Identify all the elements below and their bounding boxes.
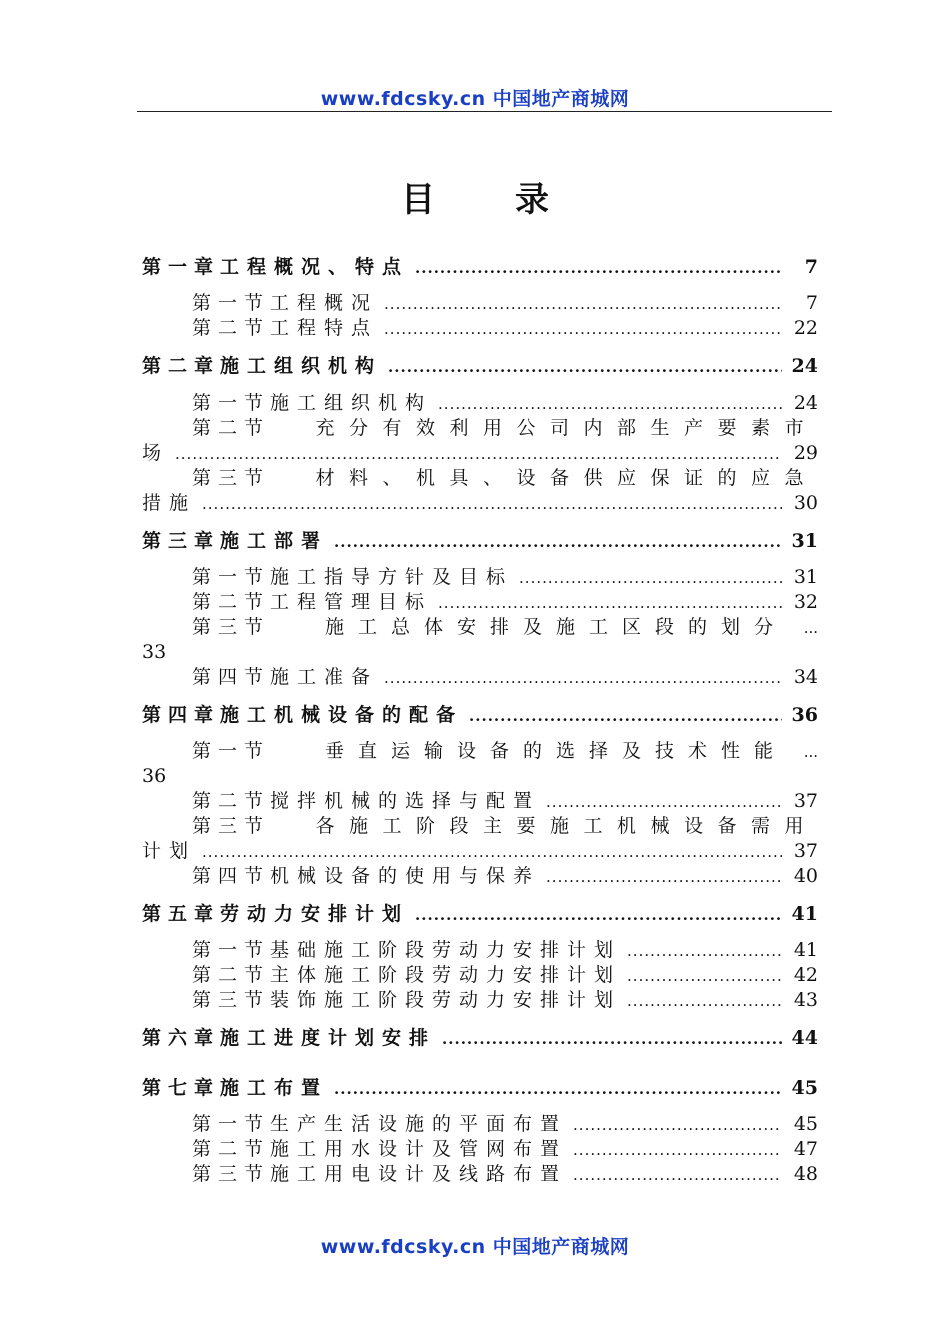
toc-section-entry[interactable] — [142, 564, 818, 590]
toc-section-continuation[interactable] — [142, 490, 818, 516]
dot-leader — [384, 665, 782, 691]
dot-leader — [384, 291, 782, 317]
toc-section-entry[interactable] — [142, 664, 818, 690]
dot-leader — [546, 789, 782, 815]
page-number: 37 — [793, 790, 818, 812]
section-title: 主体施工阶段劳动力安排计划 — [270, 964, 622, 986]
section-number: 第二节 — [192, 964, 271, 986]
page-number: 36 — [791, 704, 818, 726]
section-title: 施工总体安排及施工区段的划分 — [325, 616, 788, 638]
toc-section-entry[interactable] — [142, 614, 818, 640]
section-number: 第一节 — [192, 939, 271, 961]
section-number: 第三节 — [192, 616, 271, 638]
page-number: 29 — [793, 442, 818, 464]
section-title: 工程管理目标 — [270, 591, 433, 613]
page-number: 7 — [805, 292, 818, 314]
toc-section-entry[interactable] — [142, 390, 818, 416]
section-title: 施工用电设计及线路布置 — [270, 1163, 568, 1185]
toc-section-entry[interactable] — [142, 962, 818, 988]
page-number: 45 — [791, 1077, 818, 1099]
page-number: 24 — [793, 392, 818, 414]
toc-chapter-entry[interactable] — [142, 254, 818, 280]
page-number: 44 — [791, 1027, 818, 1049]
chapter-number: 第三章 — [142, 530, 221, 552]
toc-section-entry[interactable] — [142, 1136, 818, 1162]
page-number: 48 — [793, 1163, 818, 1185]
toc-chapter-entry[interactable] — [142, 702, 818, 728]
section-number: 第四节 — [192, 865, 271, 887]
page-number: 30 — [793, 492, 818, 514]
dot-leader — [546, 864, 782, 890]
page-number: 34 — [793, 666, 818, 688]
page-number: 47 — [793, 1138, 818, 1160]
dot-leader — [573, 1112, 782, 1138]
chapter-title: 施工组织机构 — [220, 355, 383, 377]
chapter-number: 第七章 — [142, 1077, 221, 1099]
toc-section-entry[interactable] — [142, 1161, 818, 1187]
dot-leader — [438, 590, 782, 616]
section-number: 第三节 — [192, 1163, 271, 1185]
toc-section-entry[interactable] — [142, 738, 818, 764]
toc-chapter-entry[interactable] — [142, 528, 818, 554]
section-title-continuation: 场 — [142, 442, 170, 464]
page-number: 31 — [793, 566, 818, 588]
dot-leader — [519, 565, 782, 591]
section-number: 第四节 — [192, 666, 271, 688]
dot-leader — [334, 1076, 782, 1102]
toc-chapter-entry[interactable] — [142, 901, 818, 927]
section-number: 第三节 — [192, 467, 271, 489]
dot-leader — [627, 988, 782, 1014]
toc-section-entry[interactable] — [142, 937, 818, 963]
chapter-number: 第二章 — [142, 355, 221, 377]
toc-section-continuation[interactable] — [142, 440, 818, 466]
section-number: 第三节 — [192, 989, 271, 1011]
section-title: 搅拌机械的选择与配置 — [270, 790, 541, 812]
dot-leader — [573, 1162, 782, 1188]
section-title: 充分有效利用公司内部生产要素市 — [315, 417, 818, 439]
page-number: 32 — [793, 591, 818, 613]
chapter-title: 工程概况、特点 — [220, 256, 410, 278]
section-number: 第一节 — [192, 566, 271, 588]
toc-chapter-entry[interactable] — [142, 1025, 818, 1051]
page-number: 36 — [142, 765, 167, 787]
toc-section-entry[interactable] — [142, 863, 818, 889]
dot-leader — [202, 839, 782, 865]
section-title: 基础施工阶段劳动力安排计划 — [270, 939, 622, 961]
header-divider — [137, 111, 832, 112]
toc-section-entry[interactable] — [142, 415, 818, 441]
dot-leader — [415, 902, 782, 928]
page-number: 24 — [791, 355, 818, 377]
section-number: 第二节 — [192, 1138, 271, 1160]
chapter-title: 施工布置 — [220, 1077, 329, 1099]
page-number: 45 — [793, 1113, 818, 1135]
dot-leader — [438, 391, 782, 417]
section-title: 工程概况 — [270, 292, 379, 314]
dot-leader — [627, 938, 782, 964]
page-footer: www.fdcsky.cn 中国地产商城网 — [320, 1236, 630, 1258]
toc-chapter-entry[interactable] — [142, 353, 818, 379]
section-number: 第二节 — [192, 317, 271, 339]
dot-leader — [442, 1026, 782, 1052]
section-title-continuation: 措施 — [142, 492, 197, 514]
section-number: 第二节 — [192, 591, 271, 613]
dot-leader — [627, 963, 782, 989]
toc-section-entry[interactable] — [142, 813, 818, 839]
page-number: 37 — [793, 840, 818, 862]
chapter-title: 施工机械设备的配备 — [220, 704, 464, 726]
section-number: 第二节 — [192, 790, 271, 812]
dot-leader: ... — [803, 619, 818, 637]
section-number: 第一节 — [192, 292, 271, 314]
section-title: 各施工阶段主要施工机械设备需用 — [315, 815, 818, 837]
dot-leader — [202, 491, 782, 517]
section-title: 工程特点 — [270, 317, 379, 339]
toc-section-entry[interactable] — [142, 465, 818, 491]
dot-leader — [175, 441, 782, 467]
chapter-title: 施工部署 — [220, 530, 329, 552]
section-title-continuation: 计划 — [142, 840, 197, 862]
dot-leader — [415, 255, 782, 281]
chapter-number: 第四章 — [142, 704, 221, 726]
dot-leader — [388, 354, 782, 380]
page-number: 31 — [791, 530, 818, 552]
page-number: 41 — [791, 903, 818, 925]
toc-section-entry[interactable] — [142, 589, 818, 615]
section-title: 施工用水设计及管网布置 — [270, 1138, 568, 1160]
page-number: 22 — [793, 317, 818, 339]
section-title: 装饰施工阶段劳动力安排计划 — [270, 989, 622, 1011]
page-header: www.fdcsky.cn 中国地产商城网 — [320, 88, 630, 110]
dot-leader — [384, 316, 782, 342]
section-title: 生产生活设施的平面布置 — [270, 1113, 568, 1135]
toc-section-entry[interactable] — [142, 1111, 818, 1137]
toc-section-entry[interactable] — [142, 987, 818, 1013]
page-number: 43 — [793, 989, 818, 1011]
page-number: 42 — [793, 964, 818, 986]
section-number: 第一节 — [192, 1113, 271, 1135]
section-number: 第一节 — [192, 740, 271, 762]
section-number: 第二节 — [192, 417, 271, 439]
section-title: 材料、机具、设备供应保证的应急 — [315, 467, 818, 489]
page-title: 目录 — [401, 180, 629, 220]
dot-leader — [469, 703, 782, 729]
toc-section-entry[interactable] — [142, 788, 818, 814]
chapter-number: 第一章 — [142, 256, 221, 278]
section-title: 垂直运输设备的选择及技术性能 — [325, 740, 788, 762]
toc-section-entry[interactable] — [142, 290, 818, 316]
dot-leader: ... — [803, 743, 818, 761]
chapter-number: 第五章 — [142, 903, 221, 925]
page-number: 7 — [804, 256, 818, 278]
dot-leader — [573, 1137, 782, 1163]
section-title: 机械设备的使用与保养 — [270, 865, 541, 887]
chapter-number: 第六章 — [142, 1027, 221, 1049]
toc-section-entry[interactable] — [142, 315, 818, 341]
section-title: 施工组织机构 — [270, 392, 433, 414]
page-number: 40 — [793, 865, 818, 887]
dot-leader — [334, 529, 782, 555]
toc-section-continuation[interactable] — [142, 838, 818, 864]
page-number: 33 — [142, 641, 167, 663]
section-title: 施工准备 — [270, 666, 379, 688]
section-title: 施工指导方针及目标 — [270, 566, 514, 588]
page-number: 41 — [793, 939, 818, 961]
toc-chapter-entry[interactable] — [142, 1075, 818, 1101]
chapter-title: 劳动力安排计划 — [220, 903, 410, 925]
chapter-title: 施工进度计划安排 — [220, 1027, 437, 1049]
section-number: 第一节 — [192, 392, 271, 414]
section-number: 第三节 — [192, 815, 271, 837]
